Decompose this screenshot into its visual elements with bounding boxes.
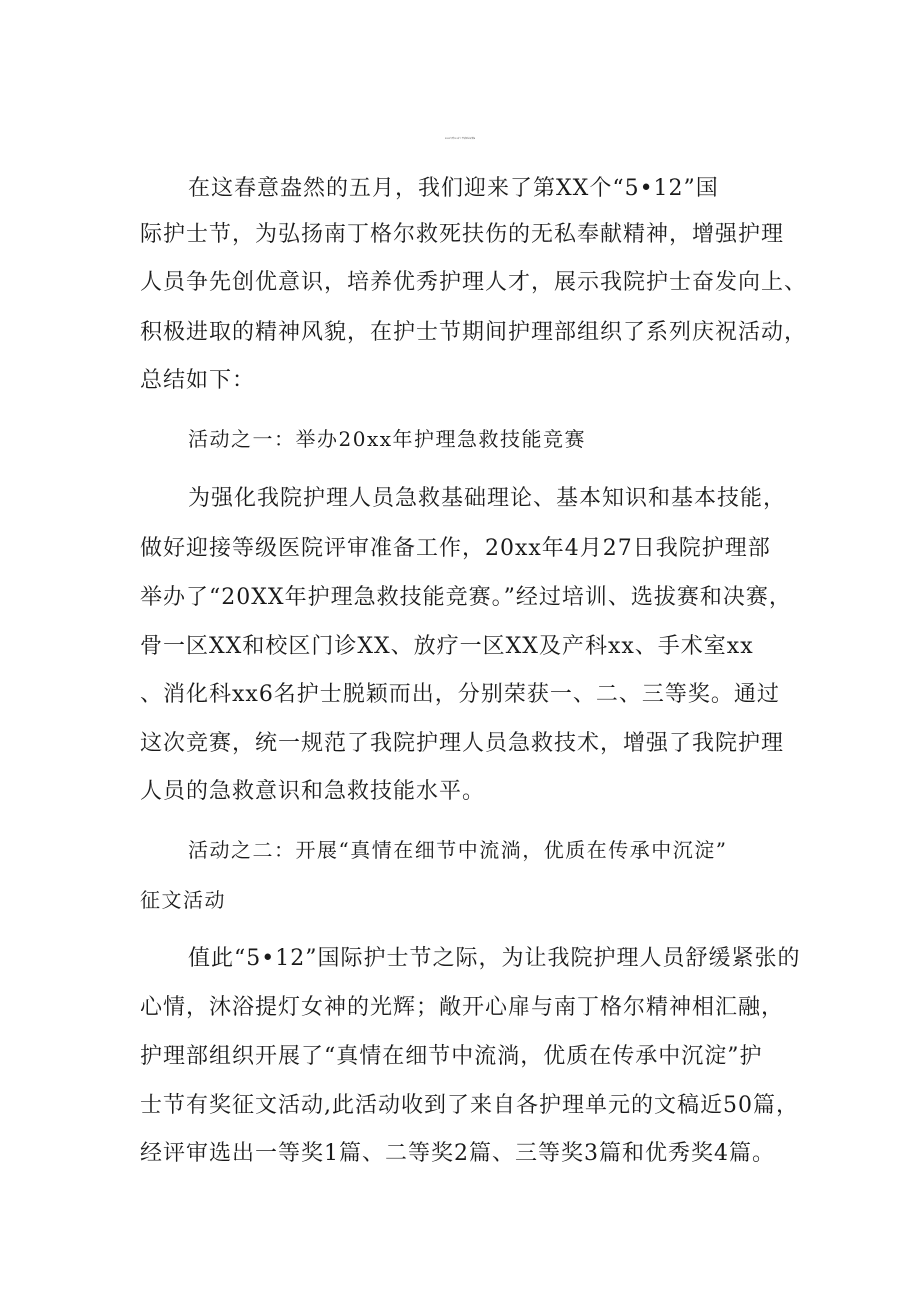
- paragraph-2-line-2: 做好迎接等级医院评审准备工作，20xx年4月27日我院护理部: [140, 536, 771, 561]
- paragraph-2-line-4: 骨一区XX和校区门诊XX、放疗一区XX及产科xx、手术室xx: [140, 634, 754, 659]
- section-heading-1: 活动之一：举办20xx年护理急救技能竞赛: [188, 427, 587, 451]
- paragraph-1-line-1: 在这春意盎然的五月，我们迎来了第XX个“5•12”国: [188, 176, 719, 201]
- section-heading-2-line-2: 征文活动: [140, 888, 226, 912]
- paragraph-2-line-1: 为强化我院护理人员急救基础理论、基本知识和基本技能，: [188, 486, 787, 511]
- paragraph-1-line-3: 人员争先创优意识，培养优秀护理人才，展示我院护士奋发向上、: [140, 270, 808, 295]
- paragraph-1-line-2: 际护士节，为弘扬南丁格尔救死扶伤的无私奉献精神，增强护理: [140, 222, 785, 247]
- paragraph-3-line-3: 护理部组织开展了“真情在细节中流淌，优质在传承中沉淀”护: [140, 1044, 763, 1069]
- paragraph-2-line-6: 这次竞赛，统一规范了我院护理人员急救技术，增强了我院护理: [140, 731, 785, 756]
- section-heading-2-line-1: 活动之二：开展“真情在细节中流淌，优质在传承中沉淀”: [188, 838, 728, 862]
- paragraph-3-line-2: 心情，沐浴提灯女神的光辉；敞开心扉与南丁格尔精神相汇融，: [140, 995, 785, 1020]
- paragraph-2-line-7: 人员的急救意识和急救技能水平。: [140, 779, 486, 804]
- document-title: 2023年度512护士节活动总结篇8: [444, 138, 476, 140]
- paragraph-2-line-3: 举办了“20XX年护理急救技能竞赛。”经过培训、选拔赛和决赛，: [140, 585, 792, 610]
- paragraph-3-line-5: 经评审选出一等奖1篇、二等奖2篇、三等奖3篇和优秀奖4篇。: [140, 1141, 775, 1166]
- paragraph-1-line-5: 总结如下：: [140, 368, 256, 393]
- paragraph-3-line-1: 值此“5•12”国际护士节之际，为让我院护理人员舒缓紧张的: [188, 946, 801, 971]
- paragraph-2-line-5: 、消化科xx6名护士脱颖而出，分别荣获一、二、三等奖。通过: [140, 682, 780, 707]
- paragraph-1-line-4: 积极进取的精神风貌，在护士节期间护理部组织了系列庆祝活动，: [140, 320, 808, 345]
- paragraph-3-line-4: 士节有奖征文活动,此活动收到了来自各护理单元的文稿近50篇，: [140, 1093, 799, 1118]
